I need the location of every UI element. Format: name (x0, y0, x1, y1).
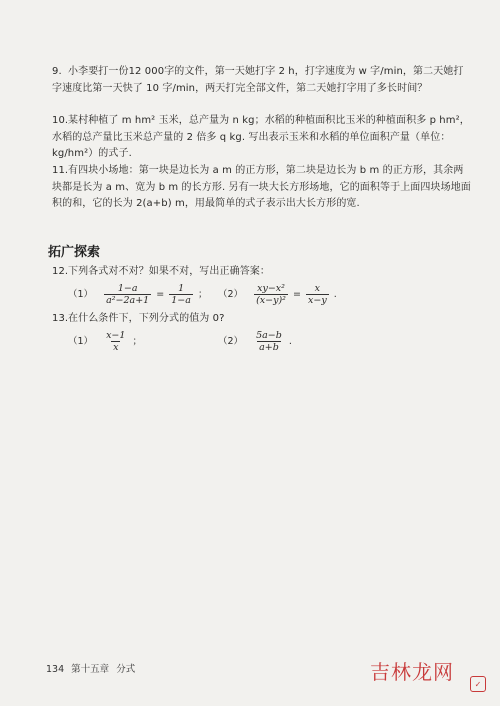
equals-sign: = (293, 289, 301, 300)
numerator: 1−a (117, 283, 138, 294)
numerator: xy−x² (257, 283, 285, 294)
page-footer (46, 661, 139, 675)
problem-11 (52, 163, 472, 213)
equals-sign: = (156, 289, 165, 300)
denominator: a+b (259, 342, 279, 353)
punctuation: . (333, 289, 337, 300)
problem-number: 12. (52, 266, 69, 277)
fraction (104, 330, 127, 353)
denominator: x (113, 342, 119, 353)
problem-12-part-2 (218, 283, 337, 306)
problem-number: 11. (52, 165, 69, 176)
punctuation: . (288, 336, 292, 347)
numerator: 5a−b (256, 330, 282, 341)
problem-text: 小李要打一份12 000字的文件，第一天她打字 2 h，打字速度为 w 字/min，第二天她打字速度比第一天快了 10 字/min，两天打完全部文件，第二天她打字用了多长时间？ (52, 66, 464, 94)
problem-number: 13. (52, 313, 69, 324)
sub-label: （2） (218, 336, 244, 347)
problem-10 (52, 113, 472, 163)
problem-12-part-1 (68, 283, 207, 306)
watermark-logo: 吉林龙网 (370, 660, 454, 684)
fraction (254, 283, 288, 306)
problem-number: 10. (52, 115, 69, 126)
numerator: 1 (178, 283, 185, 294)
sub-label: （1） (68, 289, 94, 300)
fraction (169, 283, 193, 306)
problem-13-part-2 (218, 330, 292, 353)
problem-9 (52, 64, 472, 97)
problem-text: 在什么条件下，下列分式的值为 0? (68, 313, 225, 324)
section-title: 拓广探索 (48, 245, 101, 260)
fraction (104, 283, 151, 306)
problem-text: 有四块小场地：第一块是边长为 a m 的正方形，第二块是边长为 b m 的正方形，其余两块都是长为 a m、宽为 b m 的长方形. 另有一块大长方形场地，它的面积等于上面四块场地面积的和，它的长为 2(a+b) m，用最简单的式子表示出大长方形的宽. (52, 165, 471, 209)
watermark-badge-icon: ✓ (470, 676, 486, 692)
problem-13-part-1 (68, 330, 142, 353)
problem-text: 下列各式对不对？如果不对，写出正确答案： (68, 266, 270, 277)
numerator: x−1 (106, 330, 126, 341)
denominator: x−y (308, 295, 327, 306)
fraction (306, 283, 329, 306)
chapter-title: 分式 (116, 664, 136, 675)
problem-number: 9. (52, 66, 62, 77)
problem-13 (52, 311, 472, 328)
chapter-label: 第十五章 (71, 664, 110, 675)
sub-label: （2） (218, 289, 244, 300)
punctuation: ； (132, 336, 142, 347)
problem-12 (52, 264, 472, 281)
denominator: 1−a (171, 295, 191, 306)
denominator: a²−2a+1 (106, 295, 150, 306)
punctuation: ； (197, 289, 208, 300)
numerator: x (314, 283, 321, 294)
problem-text: 某村种植了 m hm² 玉米，总产量为 n kg；水稻的种植面积比玉米的种植面积多 p hm²，水稻的总产量比玉米总产量的 2 倍多 q kg. 写出表示玉米和水稻的单位面积产量（单位：kg/hm²）的式子. (52, 115, 470, 159)
denominator: (x−y)² (256, 295, 286, 306)
fraction (254, 330, 284, 353)
page-number: 134 (46, 664, 65, 675)
sub-label: （1） (68, 336, 94, 347)
